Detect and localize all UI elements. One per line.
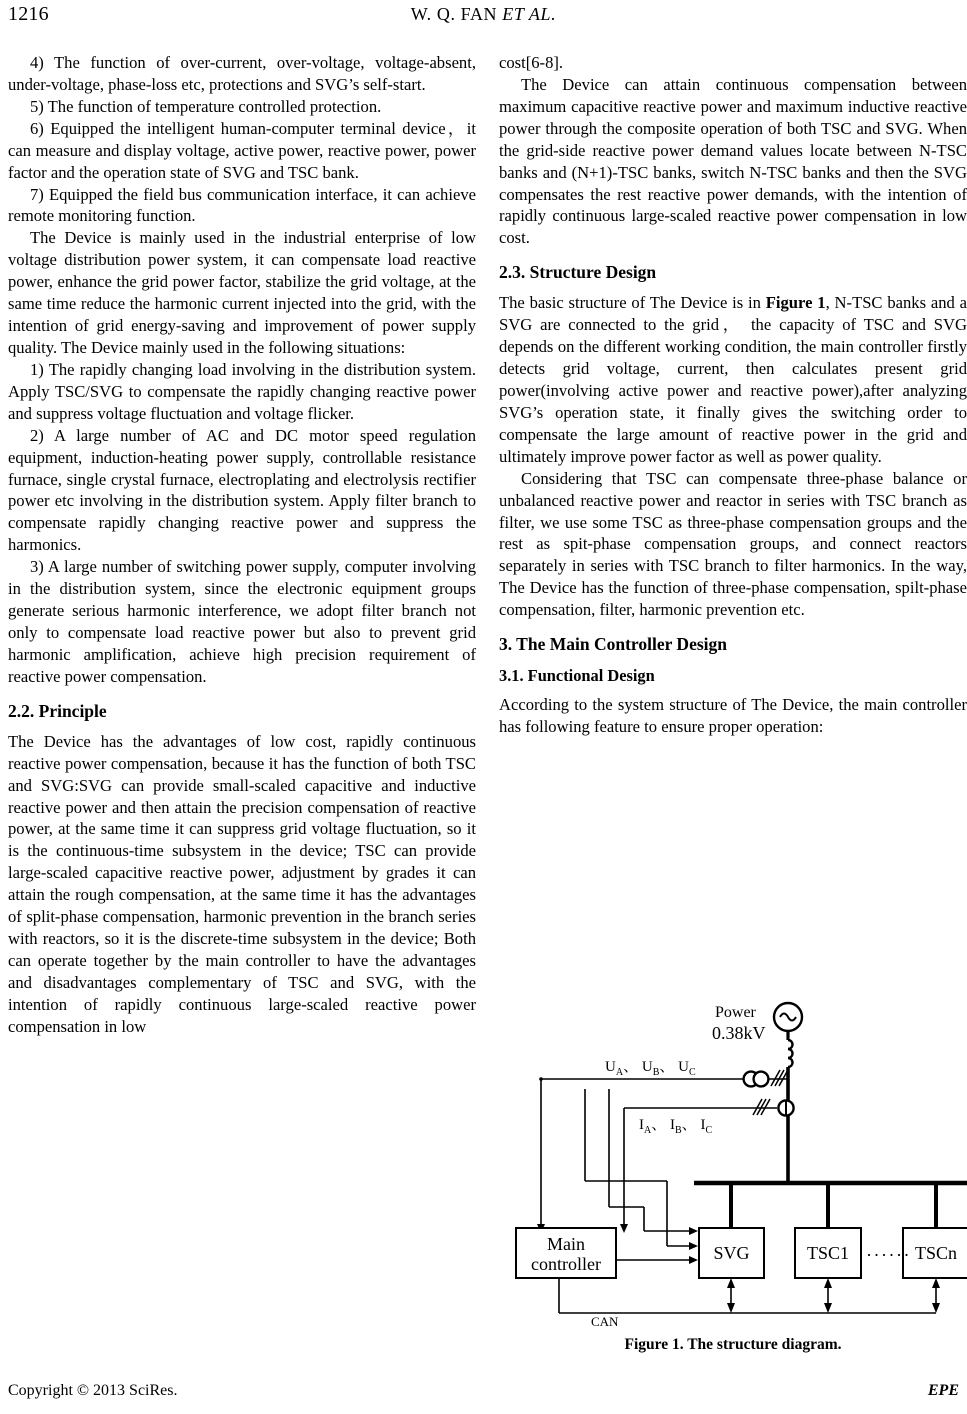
can-arrow-svg <box>727 1278 735 1313</box>
current-transformer-icon <box>778 1100 793 1115</box>
copyright-notice: Copyright © 2013 SciRes. <box>8 1382 178 1399</box>
running-title-etal: ET AL. <box>502 4 557 24</box>
journal-abbreviation: EPE <box>927 1382 959 1399</box>
sep-4: 、 <box>681 1117 697 1133</box>
current-sub-c: C <box>705 1125 713 1136</box>
page-number: 1216 <box>8 3 49 25</box>
section-heading-3: 3. The Main Controller Design <box>499 634 727 655</box>
three-phase-marks-current-icon <box>753 1099 770 1115</box>
paragraph: 2) A large number of AC and DC motor speed regulation equipment, induction-heating power supply, controllable resistance furnace, single crystal furnace, electroplating and electrolysis rectifier power etc involving in the distribution system. Apply filter branch to compensate rapidly changing reactive power and suppress the harmonics. <box>8 425 476 555</box>
arrow-head-current <box>620 1224 628 1233</box>
current-i-3: I <box>700 1117 706 1133</box>
sep-3: 、 <box>651 1117 667 1133</box>
figure-1-block <box>499 1000 967 1329</box>
arrow-head-svg-3 <box>689 1256 698 1264</box>
text-post: , N-TSC banks and a SVG are connected to the grid， the capacity of TSC and SVG depends on the different working condition, the main controller firstly detects grid voltage, current, then calculates present grid power(involving active power and reactive power),after analyzing SVG’s operation state, it finally gives the switching order to compensate the large amount of reactive power in the grid and ultimately improve power factor as well as power quality. <box>499 293 967 466</box>
voltage-sub-a: A <box>615 1067 624 1078</box>
current-sub-b: B <box>675 1125 682 1136</box>
current-i-1: I <box>639 1117 644 1133</box>
section-heading-2-2: 2.2. Principle <box>8 700 107 721</box>
current-i-2: I <box>670 1117 675 1133</box>
can-arrow-tsc1 <box>824 1278 832 1313</box>
current-sub-a: A <box>644 1125 652 1136</box>
paragraph: 5) The function of temperature controlled protection. <box>30 96 382 116</box>
voltage-u-1: U <box>605 1059 616 1075</box>
paragraph: 3) A large number of switching power supply, computer involving in the distribution system, since the electronic equipment groups generate serious harmonic interference, we adopt filter branch not only to compensate load reactive power but also to prevent grid harmonic amplification, achieve high precision requirement of reactive power compensation. <box>8 557 476 686</box>
tsc1-label: TSC1 <box>806 1243 849 1263</box>
paragraph: The Device can attain continuous compensation between maximum capacitive reactive power and maximum inductive reactive power through the composite operation of both TSC and SVG. When the grid-side reactive power demand values locate between N-TSC banks and (N+1)-TSC banks, switch N-TSC banks and then the SVG compensates the rest reactive power demands, with the intention of rapidly continuous large-scaled reactive power compensation in low cost. <box>499 74 967 248</box>
can-bus-label: CAN <box>591 1314 619 1329</box>
paragraph: 1) The rapidly changing load involving in the distribution system. Apply TSC/SVG to compensate the rapidly changing reactive power and suppress voltage fluctuation and voltage flicker. <box>8 359 476 423</box>
arrow-head-svg-1 <box>689 1242 698 1250</box>
sep-2: 、 <box>659 1059 675 1075</box>
figure-caption: Figure 1. The structure diagram. <box>624 1336 842 1353</box>
section-heading-3-1: 3.1. Functional Design <box>499 666 655 686</box>
ellipsis-label: ······ <box>866 1245 911 1265</box>
junction-dot <box>539 1077 543 1081</box>
paragraph: The Device has the advantages of low cost, rapidly continuous reactive power compensation, because it has the function of both TSC and SVG:SVG can provide small-scaled capacitive and inductive reactive power and then attain the precision compensation of reactive power, at the same time it can suppress grid voltage fluctuation, so it is the continuous-time subsystem in the device; TSC can provide large-scaled capacitive reactive power, adjustment by grades it can attain the rough compensation, at the same time it has the advantages of split-phase compensation, harmonic prevention in the branch series with reactors, so it is the discrete-time subsystem in the device; Both can operate together by the main controller to have the advantages and disadvantages complementary of TSC and SVG, with the intention of rapidly continuous large-scaled reactive power compensation in low <box>8 731 476 1036</box>
paragraph-continued: cost[6-8]. <box>499 53 564 72</box>
paragraph: 4) The function of over-current, over-voltage, voltage-absent, under-voltage, phase-loss etc, protections and SVG’s self-start. <box>8 53 476 94</box>
main-controller-label-line2: controller <box>531 1254 601 1274</box>
voltage-u-2: U <box>641 1059 653 1075</box>
paragraph: According to the system structure of The Device, the main controller has following feature to ensure proper operation: <box>499 694 967 736</box>
arrow-head-svg-2 <box>689 1227 698 1235</box>
can-arrow-tscn <box>932 1278 940 1313</box>
voltage-sub-c: C <box>688 1067 696 1078</box>
section-heading-2-3: 2.3. Structure Design <box>499 262 657 283</box>
main-controller-label-line1: Main <box>547 1234 585 1254</box>
running-title <box>0 4 967 25</box>
paragraph: The Device is mainly used in the industrial enterprise of low voltage distribution power system, it can compensate load reactive power, enhance the grid power factor, stabilize the grid voltage, at the same time reduce the harmonic current injected into the grid, with the intention of grid energy-saving and improvement of power supply quality. The Device mainly used in the following situations: <box>8 228 476 357</box>
paragraph <box>499 292 967 467</box>
potential-transformer-icon <box>744 1072 769 1087</box>
paragraph: 7) Equipped the field bus communication interface, it can achieve remote monitoring function. <box>8 184 476 226</box>
voltage-signal-label <box>605 1055 696 1078</box>
text-pre: The basic structure of The Device is in <box>499 293 766 313</box>
tscn-label: TSCn <box>914 1243 957 1263</box>
ac-source-icon <box>774 1003 802 1031</box>
paragraph: 6) Equipped the intelligent human-computer terminal device，it can measure and display voltage, active power, reactive power, power factor and the operation state of SVG and TSC bank. <box>8 118 476 182</box>
current-signal-label <box>639 1113 712 1136</box>
structure-diagram <box>499 1000 967 1329</box>
left-column <box>8 52 476 1038</box>
power-label-line1: Power <box>715 1004 756 1021</box>
figure-reference: Figure 1 <box>765 293 826 313</box>
voltage-sub-b: B <box>652 1067 660 1078</box>
power-label-line2: 0.38kV <box>712 1023 766 1043</box>
reactor-coil-icon <box>788 1040 793 1067</box>
sep-1: 、 <box>623 1059 639 1075</box>
voltage-u-3: U <box>678 1059 689 1075</box>
three-phase-marks-voltage-icon <box>771 1070 788 1086</box>
svg-label: SVG <box>713 1243 750 1263</box>
right-column <box>499 52 967 738</box>
page-header <box>0 0 967 40</box>
running-title-authors: W. Q. FAN <box>410 4 498 24</box>
paragraph: Considering that TSC can compensate three-phase balance or unbalanced reactive power and reactor in series with TSC branch as filter, we use some TSC as three-phase compensation groups and the rest as spit-phase compensation groups, and connect reactors separately in series with TSC branch to filter harmonics. In the way, The Device has the function of three-phase compensation, spilt-phase compensation, filter, harmonic prevention etc. <box>499 468 967 620</box>
